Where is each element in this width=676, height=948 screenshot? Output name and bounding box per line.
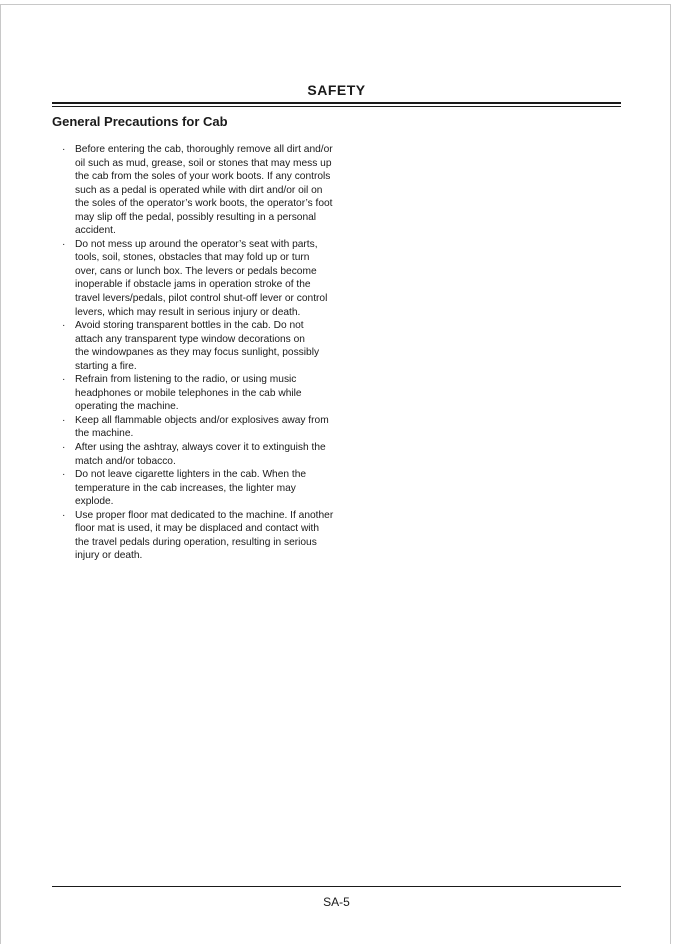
precaution-text-line: Avoid storing transparent bottles in the cab. Do not xyxy=(75,320,304,332)
bullet-mark: · xyxy=(62,374,66,386)
precaution-text-line: Do not mess up around the operator’s seat with parts, xyxy=(75,238,318,250)
precaution-text-line: accident. xyxy=(75,225,116,237)
precaution-item xyxy=(62,143,362,238)
page-heading: General Precautions for Cab xyxy=(52,114,228,129)
bullet-mark: · xyxy=(62,320,66,332)
precaution-text-line: the cab from the soles of your work boots. If any controls xyxy=(75,171,331,183)
precaution-text-line: levers, which may result in serious injury or death. xyxy=(75,306,301,318)
section-title: SAFETY xyxy=(307,82,366,98)
precaution-text-line: Do not leave cigarette lighters in the cab. When the xyxy=(75,469,307,481)
precaution-item xyxy=(62,441,362,468)
bullet-mark: · xyxy=(62,414,66,426)
precaution-item xyxy=(62,373,362,414)
precaution-item xyxy=(62,468,362,509)
precaution-text-line: Refrain from listening to the radio, or using music xyxy=(75,374,297,386)
precaution-text-line: headphones or mobile telephones in the cab while xyxy=(75,387,302,399)
precaution-text-line: explode. xyxy=(75,496,114,508)
precaution-text-line: temperature in the cab increases, the lighter may xyxy=(75,482,296,494)
precaution-text-line: match and/or tobacco. xyxy=(75,455,176,467)
precaution-text-line: the windowpanes as they may focus sunlight, possibly xyxy=(75,347,320,359)
precaution-text-line: the machine. xyxy=(75,428,134,440)
precaution-item xyxy=(62,238,362,319)
page-number: SA-5 xyxy=(323,895,350,909)
precaution-item xyxy=(62,509,362,563)
precaution-text-line: such as a pedal is operated while with dirt and/or oil on xyxy=(75,184,323,196)
precaution-text-line: over, cans or lunch box. The levers or pedals become xyxy=(75,265,317,277)
precaution-item xyxy=(62,414,362,441)
precautions-list xyxy=(62,143,362,563)
footer-rule xyxy=(52,886,621,887)
precaution-text-line: After using the ashtray, always cover it to extinguish the xyxy=(75,442,326,454)
precaution-text-line: injury or death. xyxy=(75,550,143,562)
bullet-mark: · xyxy=(62,469,66,481)
header-double-rule xyxy=(52,102,621,107)
bullet-mark: · xyxy=(62,144,66,155)
precaution-text-line: Before entering the cab, thoroughly remove all dirt and/or xyxy=(75,144,333,155)
precaution-text-line: operating the machine. xyxy=(75,401,179,413)
precaution-text-line: starting a fire. xyxy=(75,360,137,372)
precaution-text-line: oil such as mud, grease, soil or stones that may mess up xyxy=(75,157,332,169)
precaution-text-line: the soles of the operator’s work boots, the operator’s foot xyxy=(75,198,333,210)
bullet-mark: · xyxy=(62,442,66,454)
precaution-text-line: travel levers/pedals, pilot control shut-off lever or control xyxy=(75,293,328,305)
bullet-mark: · xyxy=(62,238,66,250)
precaution-text-line: attach any transparent type window decorations on xyxy=(75,333,305,345)
precaution-text-line: Use proper floor mat dedicated to the machine. If another xyxy=(75,509,334,521)
precaution-text-line: tools, soil, stones, obstacles that may fold up or turn xyxy=(75,252,310,264)
precaution-text-line: may slip off the pedal, possibly resulting in a personal xyxy=(75,211,317,223)
bullet-mark: · xyxy=(62,509,66,521)
precaution-text-line: inoperable if obstacle jams in operation stroke of the xyxy=(75,279,311,291)
precaution-text-line: floor mat is used, it may be displaced and contact with xyxy=(75,523,320,535)
precaution-item xyxy=(62,319,362,373)
precaution-text-line: Keep all flammable objects and/or explosives away from xyxy=(75,414,329,426)
precaution-text-line: the travel pedals during operation, resulting in serious xyxy=(75,536,317,548)
